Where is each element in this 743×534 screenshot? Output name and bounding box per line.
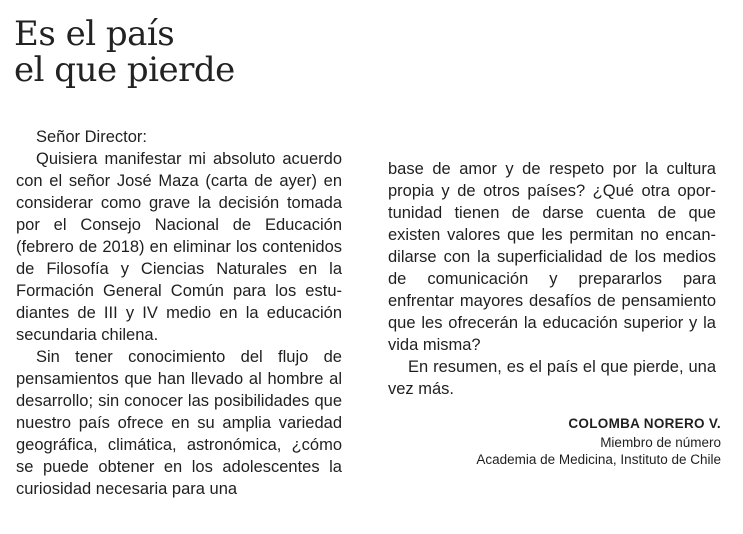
letter-paragraph-3: En resumen, es el país el que pierde, una vez más. — [388, 358, 716, 398]
headline-line-1: Es el país — [14, 14, 175, 54]
letter-signature — [476, 414, 721, 468]
letter-greeting: Señor Director: — [36, 128, 147, 146]
signature-institution: Academia de Medicina, Instituto de Chile — [476, 452, 721, 467]
letter-paragraph-2-end: base de amor y de respeto por la cultura propia y de otros países? ¿Qué otra oportunidad tienen de darse cuenta de que existen valores que les permitan no encandilarse con la superficialidad de los medios de comunicación y prepararlos para enfrentar mayores desafíos de pensamiento que les ofrecerán la educación superior y la vida misma? — [388, 160, 716, 354]
letter-paragraph-2-start: Sin tener conocimiento del flujo de pensamientos que han llevado al hombre al desarrollo; sin conocer las posibilidades que nuestro país ofrece en su amplia variedad geográfica, climática, astronómica, ¿cómo se puede obtener en los adolescentes la curiosidad necesaria para una — [16, 348, 342, 498]
letter-headline — [14, 16, 235, 88]
signature-name: COLOMBA NORERO V. — [568, 416, 721, 431]
letter-column-right — [388, 158, 716, 400]
headline-line-2: el que pierde — [14, 50, 235, 90]
letter-column-left — [16, 126, 342, 500]
letter-paragraph-1: Quisiera manifestar mi absoluto acuerdo con el señor José Maza (carta de ayer) en considerar como grave la decisión tomada por el Consejo Nacional de Educación (febrero de 2018) en eliminar los contenidos de Filosofía y Ciencias Naturales en la Formación General Común para los estudiantes de III y IV medio en la educación secundaria chilena. — [16, 150, 342, 344]
signature-role: Miembro de número — [600, 435, 721, 450]
